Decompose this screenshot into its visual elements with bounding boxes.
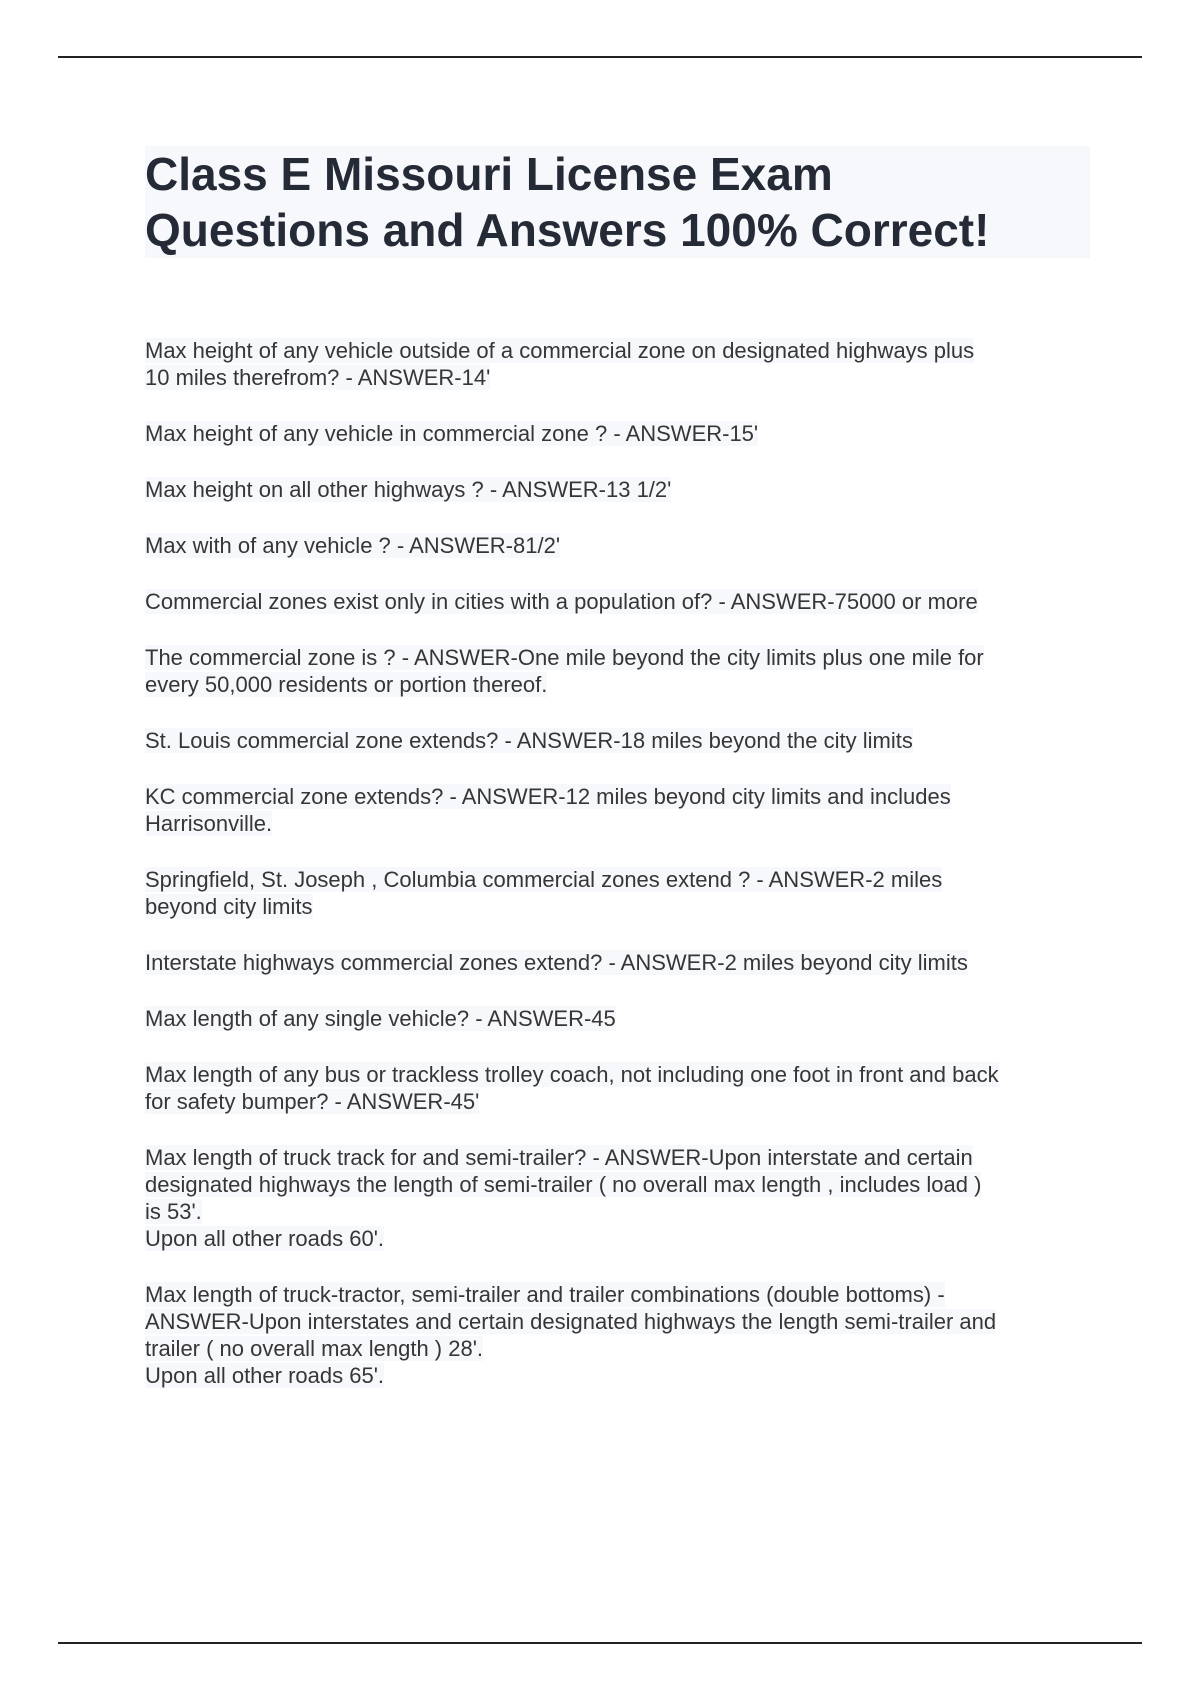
qa-text: Max height on all other highways ? - ANSWER-13 1/2' [145,477,672,502]
qa-text: Interstate highways commercial zones extend? - ANSWER-2 miles beyond city limits [145,950,968,975]
qa-text: St. Louis commercial zone extends? - ANSWER-18 miles beyond the city limits [145,728,913,753]
qa-text: The commercial zone is ? - ANSWER-One mile beyond the city limits plus one mile for [145,645,984,670]
qa-text: Commercial zones exist only in cities with a population of? - ANSWER-75000 or more [145,589,978,614]
qa-text: Upon all other roads 60'. [145,1226,385,1251]
qa-item [145,337,1100,391]
qa-text: Max length of truck-tractor, semi-trailer and trailer combinations (double bottoms) - [145,1282,945,1307]
qa-text: 10 miles therefrom? - ANSWER-14' [145,365,491,390]
qa-text: beyond city limits [145,894,313,919]
qa-text: Harrisonville. [145,811,273,836]
qa-item [145,532,1100,559]
qa-list [145,337,1100,1418]
qa-text: ANSWER-Upon interstates and certain designated highways the length semi-trailer and [145,1309,997,1334]
qa-text: every 50,000 residents or portion thereof. [145,672,548,697]
qa-text: KC commercial zone extends? - ANSWER-12 miles beyond city limits and includes [145,784,951,809]
qa-text: for safety bumper? - ANSWER-45' [145,1089,480,1114]
qa-item [145,949,1100,976]
qa-item [145,783,1100,837]
qa-item [145,476,1100,503]
qa-text: Max height of any vehicle in commercial zone ? - ANSWER-15' [145,421,759,446]
title-line-2: Questions and Answers 100% Correct! [145,204,990,256]
qa-text: Max length of any single vehicle? - ANSWER-45 [145,1006,616,1031]
title-line-1: Class E Missouri License Exam [145,148,833,200]
qa-item [145,1005,1100,1032]
qa-item [145,644,1100,698]
qa-item [145,727,1100,754]
header-rule [58,56,1142,58]
qa-text: Max height of any vehicle outside of a commercial zone on designated highways plus [145,338,975,363]
document-title [145,146,1090,258]
qa-text: Max with of any vehicle ? - ANSWER-81/2' [145,533,561,558]
qa-text: designated highways the length of semi-trailer ( no overall max length , includes load ) [145,1172,982,1197]
qa-text: is 53'. [145,1199,202,1224]
qa-text: Max length of truck track for and semi-trailer? - ANSWER-Upon interstate and certain [145,1145,973,1170]
qa-item [145,1061,1100,1115]
qa-item [145,420,1100,447]
footer-rule [58,1642,1142,1644]
qa-text: Max length of any bus or trackless trolley coach, not including one foot in front and back [145,1062,999,1087]
qa-item [145,1144,1100,1252]
qa-text: Springfield, St. Joseph , Columbia commercial zones extend ? - ANSWER-2 miles [145,867,943,892]
qa-text: trailer ( no overall max length ) 28'. [145,1336,484,1361]
qa-item [145,1281,1100,1389]
qa-text: Upon all other roads 65'. [145,1363,385,1388]
qa-item [145,866,1100,920]
qa-item [145,588,1100,615]
